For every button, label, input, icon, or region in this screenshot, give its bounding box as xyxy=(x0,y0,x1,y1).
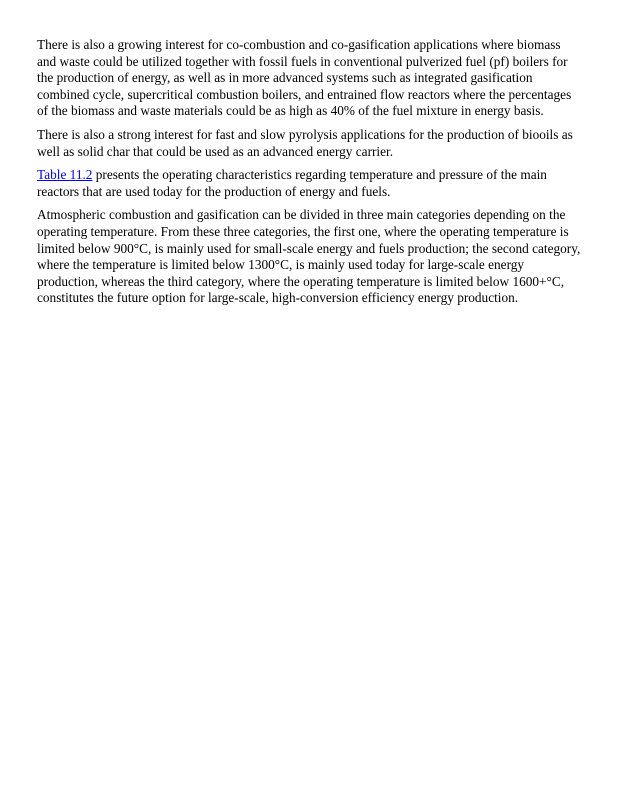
paragraph-table-reference xyxy=(37,167,582,200)
paragraph-categories: Atmospheric combustion and gasification can be divided in three main categories depending on the operating temperature. From these three categories, the first one, where the operating temperature is limited below 900°C, is mainly used for small-scale energy and fuels production; the second category, where the temperature is limited below 1300°C, is mainly used today for large-scale energy production, whereas the third category, where the operating temperature is limited below 1600+°C, constitutes the future option for large-scale, high-conversion efficiency energy production. xyxy=(37,207,581,306)
paragraph-pyrolysis: There is also a strong interest for fast and slow pyrolysis applications for the production of biooils as well as solid char that could be used as an advanced energy carrier. xyxy=(37,126,573,159)
paragraph-cocombustion: There is also a growing interest for co-combustion and co-gasification applications where biomass and waste could be utilized together with fossil fuels in conventional pulverized fuel (pf) boilers for the production of energy, as well as in more advanced systems such as integrated gasification combined cycle, supercritical combustion boilers, and entrained flow reactors where the percentages of the biomass and waste materials could be as high as 40% of the fuel mixture in energy basis. xyxy=(37,37,572,119)
document-body xyxy=(37,37,582,314)
table-11-2-link[interactable]: Table 11.2 xyxy=(37,167,93,183)
paragraph-table-reference-text: presents the operating characteristics regarding temperature and pressure of the main reactors that are used today for the production of energy and fuels. xyxy=(37,167,547,199)
